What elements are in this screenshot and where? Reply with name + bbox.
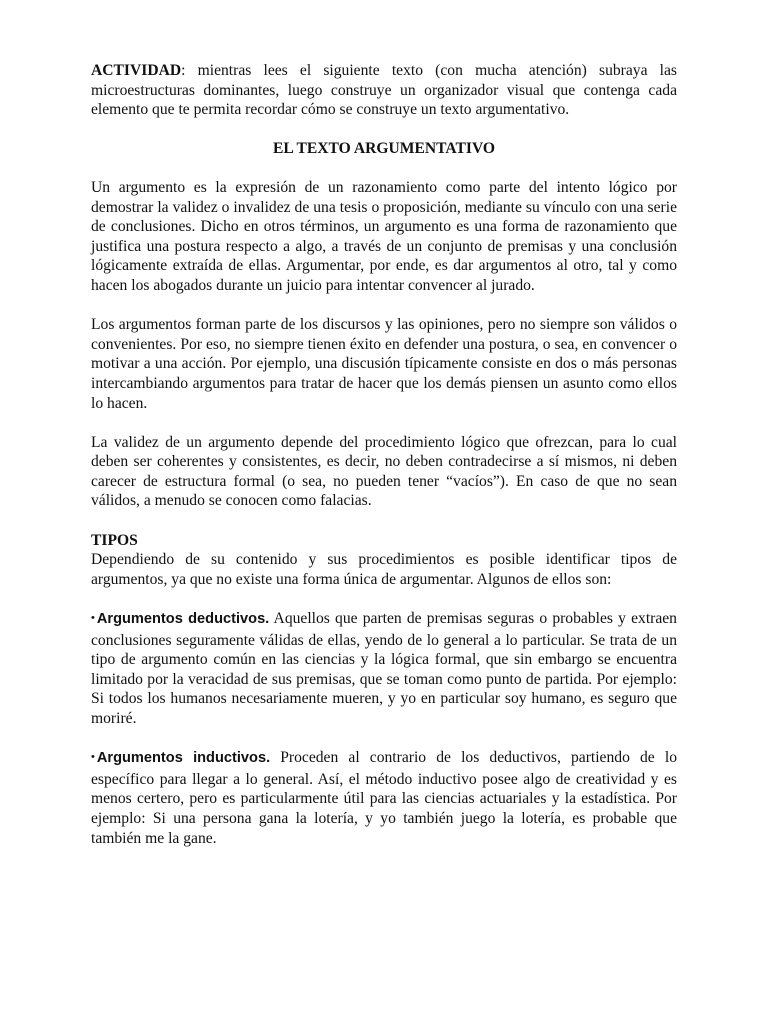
bullet-icon: • xyxy=(91,751,95,764)
paragraph-definition: Un argumento es la expresión de un razonamiento como parte del intento lógico por demostrar la validez o invalidez de una tesis o proposición, mediante su vínculo con una serie de conclusiones. Dicho en otros términos, un argumento es una forma de razonamiento que justifica una postura respecto a algo, a través de un conjunto de premisas y una conclusión lógicamente extraída de ellas. Argumentar, por ende, es dar argumentos al otro, tal y como hacen los abogados durante un juicio para intentar convencer al jurado. xyxy=(91,178,677,294)
activity-text: : mientras lees el siguiente texto (con mucha atención) subraya las microestructuras dominantes, luego construye un organizador visual que contenga cada elemento que te permita recordar cómo se construye un texto argumentativo. xyxy=(91,62,677,119)
bullet-item-deductive xyxy=(91,609,677,729)
bullet-text: Aquellos que parten de premisas seguras o probables y extraen conclusiones seguramente válidas de ellas, yendo de lo general a lo particular. Se trata de un tipo de argumento común en las ciencias y la lógica formal, que sin embargo se encuentra limitado por la veracidad de sus premisas, que se toman como punto de partida. Por ejemplo: Si todos los humanos necesariamente mueren, y yo en particular soy humano, es seguro que moriré. xyxy=(91,610,677,727)
bullet-text: Proceden al contrario de los deductivos, partiendo de lo específico para llegar a lo general. Así, el método inductivo posee algo de creatividad y es menos certero, pero es particularmente útil para las ciencias actuariales y la estadística. Por ejemplo: Si una persona gana la lotería, y yo también juego la lotería, es probable que también me la gane. xyxy=(91,749,677,847)
bullet-item-inductive xyxy=(91,748,677,848)
document-page xyxy=(91,61,677,848)
tipos-intro: Dependiendo de su contenido y sus procedimientos es posible identificar tipos de argumentos, ya que no existe una forma única de argumentar. Algunos de ellos son: xyxy=(91,551,677,588)
document-title: EL TEXTO ARGUMENTATIVO xyxy=(272,139,496,157)
bullet-term: Argumentos deductivos. xyxy=(96,611,270,628)
paragraph-validity: La validez de un argumento depende del procedimiento lógico que ofrezcan, para lo cual deben ser coherentes y consistentes, es decir, no deben contradecirse a sí mismos, ni deben carecer de estructura formal (o sea, no pueden tener “vacíos”). En caso de que no sean válidos, a menudo se conocen como falacias. xyxy=(91,433,677,510)
activity-instruction xyxy=(91,61,677,120)
bullet-term: Argumentos inductivos. xyxy=(96,750,271,767)
activity-label: ACTIVIDAD xyxy=(91,62,182,79)
paragraph-discourse: Los argumentos forman parte de los discursos y las opiniones, pero no siempre son válidos o convenientes. Por eso, no siempre tienen éxito en defender una postura, o sea, en convencer o motivar a una acción. Por ejemplo, una discusión típicamente consiste en dos o más personas intercambiando argumentos para tratar de hacer que los demás piensen un asunto como ellos lo hacen. xyxy=(91,316,677,412)
section-heading-tipos: TIPOS xyxy=(91,531,138,549)
bullet-icon: • xyxy=(91,612,95,625)
